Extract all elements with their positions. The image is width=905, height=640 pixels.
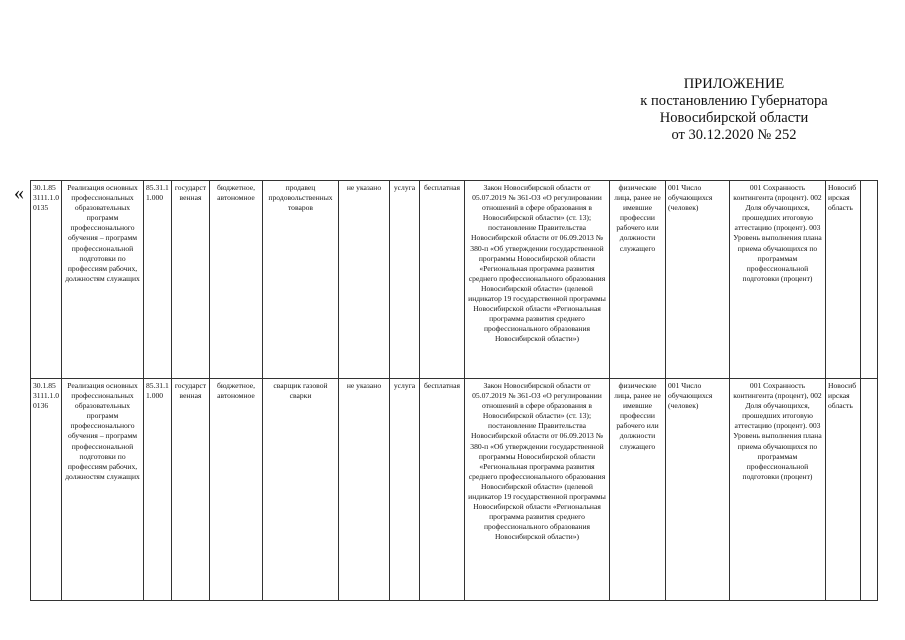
volume-indicator: 001 Число обучающихся (человек) bbox=[666, 181, 730, 379]
payment-type: бесплатная bbox=[420, 181, 465, 379]
legal-basis: Закон Новосибирской области от 05.07.2019 № 361-ОЗ «О регулировании отношений в сфере образования в Новосибирской области» (ст. 13); постановление Правительства Новосибирской области от 06.09.2013 № 380-п «Об утверждении государственной программы Новосибирской области «Региональная программа развития среднего профессионального образования Новосибирской области» (целевой индикатор 19 государственной программы Новосибирской области «Региональная программа развития среднего профессионального образования Новосибирской области») bbox=[465, 181, 610, 379]
activity-kind: услуга bbox=[390, 379, 420, 601]
appendix-header bbox=[600, 76, 868, 144]
region: Новосибирская область bbox=[826, 379, 861, 601]
provision-condition: не указано bbox=[339, 379, 390, 601]
okved-code: 85.31.11.000 bbox=[144, 181, 172, 379]
consumer-category: физические лица, ранее не имевшие профессии рабочего или должности служащего bbox=[610, 379, 666, 601]
quality-indicators: 001 Сохранность контингента (процент), 002 Доля обучающихся, прошедших итоговую аттестацию (процент). 003 Уровень выполнения плана приема обучающихся по программам профессиональной подготовки (процент) bbox=[730, 379, 826, 601]
payment-type: бесплатная bbox=[420, 379, 465, 601]
legal-basis: Закон Новосибирской области от 05.07.2019 № 361-ОЗ «О регулировании отношений в сфере образования в Новосибирской области» (ст. 13); постановление Правительства Новосибирской области от 06.09.2013 № 380-п «Об утверждении государственной программы Новосибирской области «Региональная программа развития среднего профессионального образования Новосибирской области» (целевой индикатор 19 государственной программы Новосибирской области «Региональная программа развития среднего профессионального образования Новосибирской области») bbox=[465, 379, 610, 601]
okved-code: 85.31.11.000 bbox=[144, 379, 172, 601]
registry-code: 30.1.853111.1.00135 bbox=[31, 181, 62, 379]
empty-cell bbox=[861, 379, 878, 601]
institution-type: бюджетное, автономное bbox=[210, 379, 263, 601]
empty-cell bbox=[861, 181, 878, 379]
quality-indicators: 001 Сохранность контингента (процент). 002 Доля обучающихся, прошедших итоговую аттестацию (процент). 003 Уровень выполнения плана приема обучающихся по программам профессиональной подготовки (процент) bbox=[730, 181, 826, 379]
table-row bbox=[31, 379, 878, 601]
appendix-date: от 30.12.2020 № 252 bbox=[671, 127, 797, 143]
table-row bbox=[31, 181, 878, 379]
appendix-subtitle: к постановлению Губернатора bbox=[640, 93, 828, 109]
consumer-category: физические лица, ранее не имевшие профессии рабочего или должности служащего bbox=[610, 181, 666, 379]
service-name: Реализация основных профессиональных образовательных программ профессионального обучения – программ профессиональной подготовки по профессиям рабочих, должностям служащих bbox=[62, 181, 144, 379]
ownership: государственная bbox=[172, 379, 210, 601]
appendix-region: Новосибирской области bbox=[659, 110, 809, 126]
services-table bbox=[30, 180, 878, 601]
ownership: государственная bbox=[172, 181, 210, 379]
region: Новосибирская область bbox=[826, 181, 861, 379]
service-content: сварщик газовой сварки bbox=[263, 379, 339, 601]
service-content: продавец продовольственных товаров bbox=[263, 181, 339, 379]
provision-condition: не указано bbox=[339, 181, 390, 379]
appendix-title: ПРИЛОЖЕНИЕ bbox=[683, 76, 785, 92]
activity-kind: услуга bbox=[390, 181, 420, 379]
service-name: Реализация основных профессиональных образовательных программ профессионального обучения – программ профессиональной подготовки по профессиям рабочих, должностям служащих bbox=[62, 379, 144, 601]
opening-quote-mark: « bbox=[14, 182, 24, 204]
institution-type: бюджетное, автономное bbox=[210, 181, 263, 379]
volume-indicator: 001 Число обучающихся (человек) bbox=[666, 379, 730, 601]
registry-code: 30.1.853111.1.00136 bbox=[31, 379, 62, 601]
